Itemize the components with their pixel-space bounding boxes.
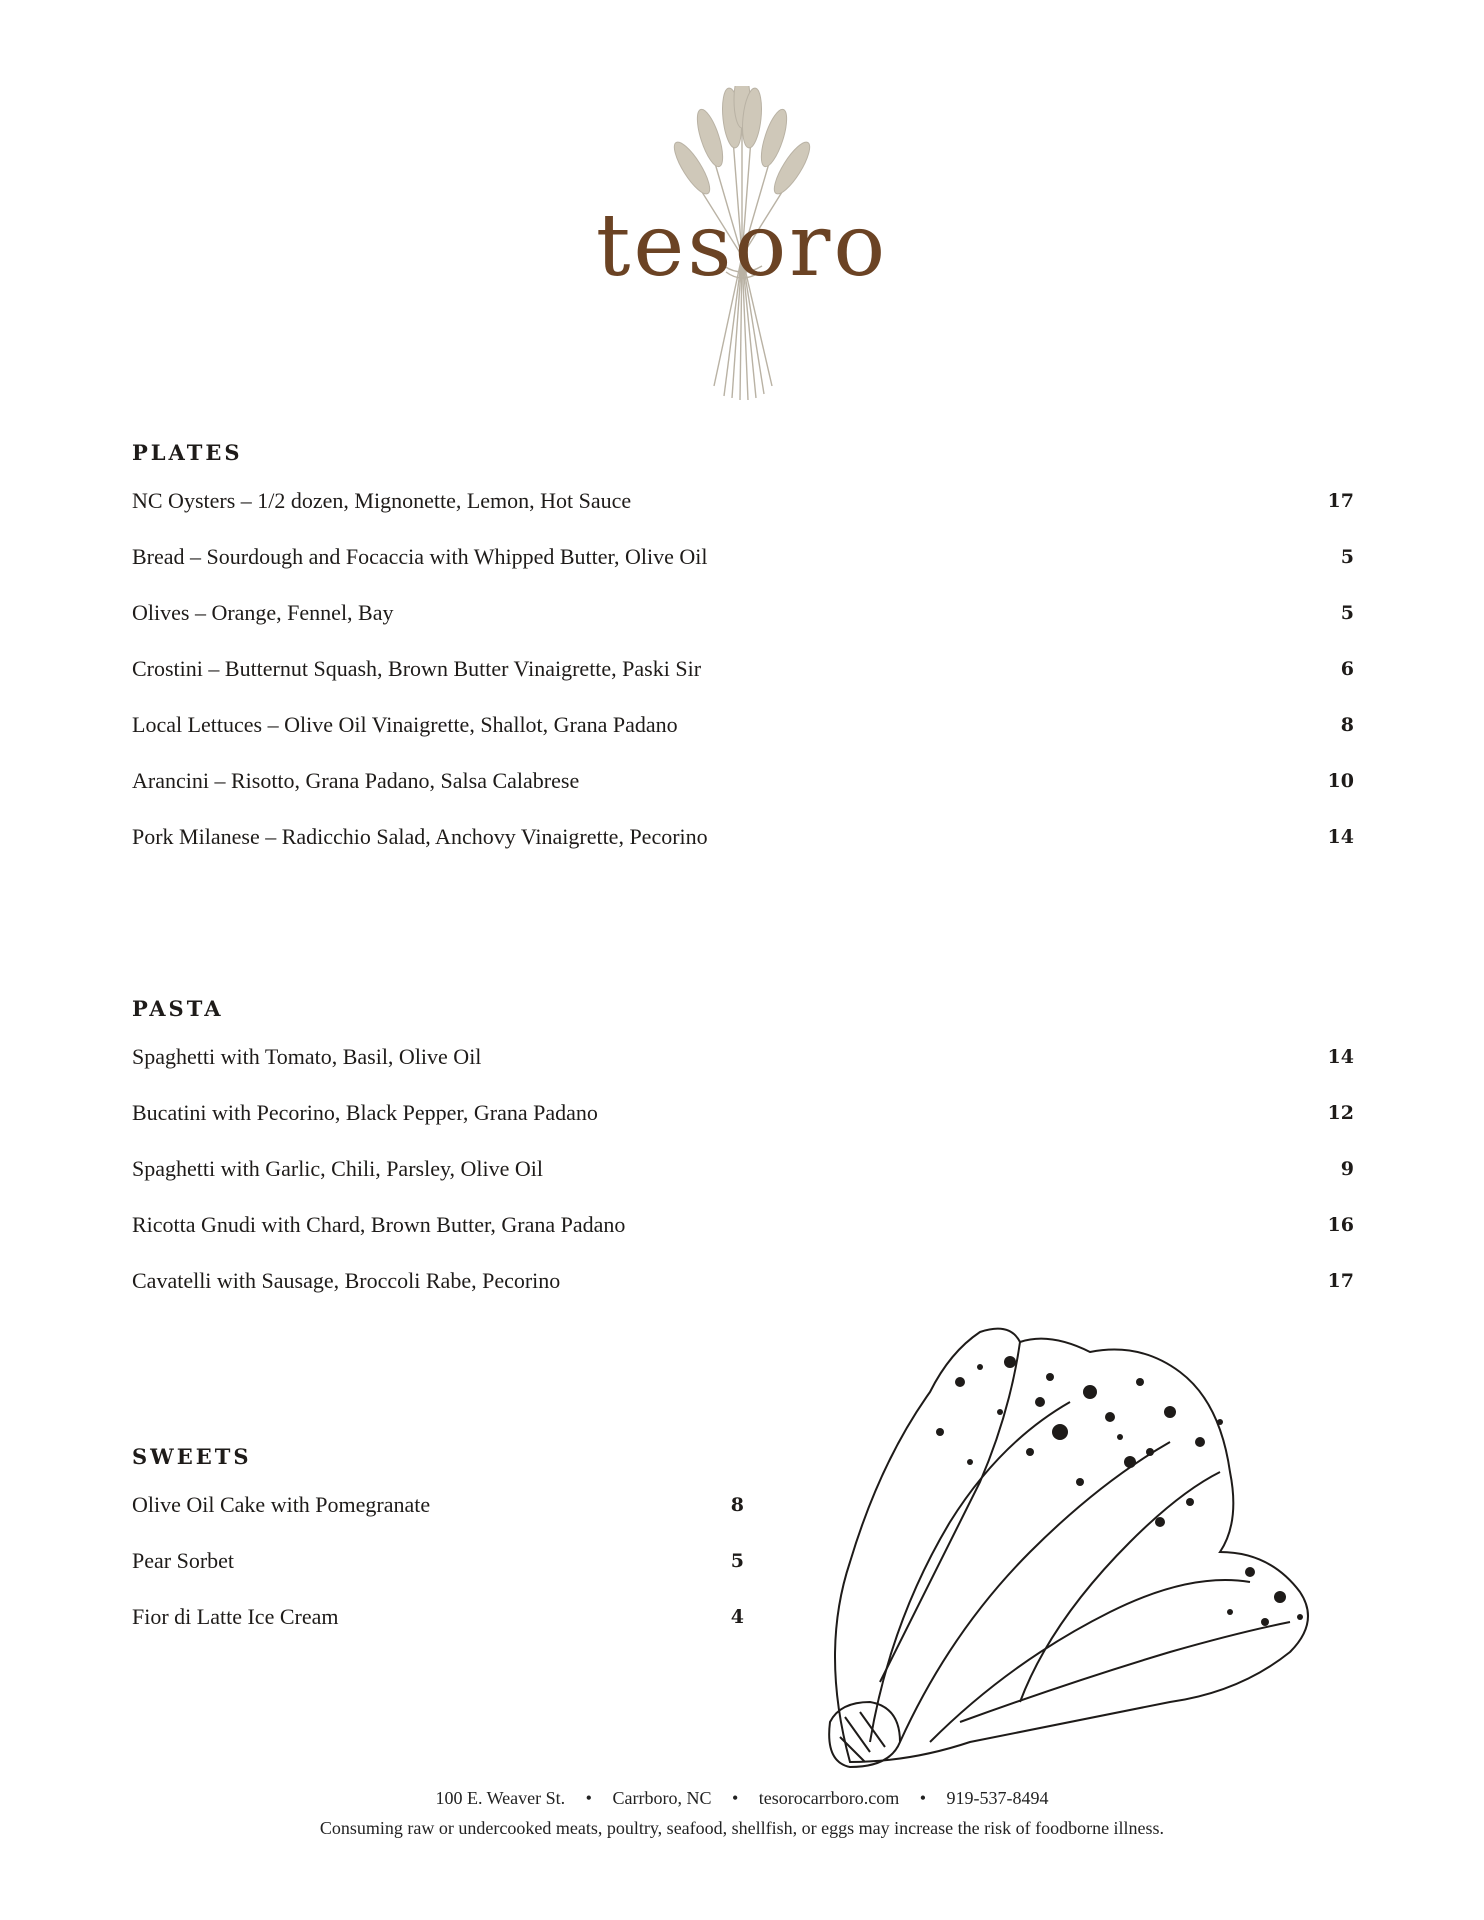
menu-item <box>132 1044 1354 1100</box>
menu-item <box>132 1268 1354 1324</box>
menu-item <box>132 1156 1354 1212</box>
footer-contact <box>0 1788 1484 1809</box>
menu-item-name: Bucatini with Pecorino, Black Pepper, Grana Padano <box>132 1100 598 1125</box>
menu-item-name: Fior di Latte Ice Cream <box>132 1604 339 1629</box>
radicchio-illustration-icon <box>810 1322 1330 1772</box>
plates-section <box>132 440 1354 880</box>
footer-separator: • <box>919 1788 927 1808</box>
menu-item <box>132 1548 744 1604</box>
footer-city: Carrboro, NC <box>612 1788 712 1808</box>
menu-item <box>132 600 1354 656</box>
section-title-sweets: SWEETS <box>132 1444 252 1469</box>
menu-item <box>132 824 1354 880</box>
menu-item-price: 10 <box>1327 770 1354 792</box>
menu-item-price: 12 <box>1327 1102 1354 1124</box>
menu-item <box>132 544 1354 600</box>
menu-item-name: NC Oysters – 1/2 dozen, Mignonette, Lemon, Hot Sauce <box>132 488 632 513</box>
menu-item-price: 17 <box>1327 490 1354 512</box>
menu-item <box>132 768 1354 824</box>
footer-website[interactable]: tesorocarrboro.com <box>758 1788 900 1808</box>
section-title-plates: PLATES <box>132 440 243 465</box>
menu-item-name: Pear Sorbet <box>132 1548 235 1573</box>
footer-phone: 919-537-8494 <box>946 1788 1049 1808</box>
menu-item-price: 5 <box>730 1550 744 1572</box>
menu-item-price: 16 <box>1327 1214 1354 1236</box>
menu-item-price: 5 <box>1340 546 1354 568</box>
menu-item-price: 8 <box>730 1494 744 1516</box>
menu-item-name: Bread – Sourdough and Focaccia with Whipped Butter, Olive Oil <box>132 544 708 569</box>
menu-item-name: Cavatelli with Sausage, Broccoli Rabe, Pecorino <box>132 1268 561 1293</box>
menu-item-name: Ricotta Gnudi with Chard, Brown Butter, Grana Padano <box>132 1212 626 1237</box>
pasta-section <box>132 996 1354 1324</box>
menu-item-name: Spaghetti with Garlic, Chili, Parsley, Olive Oil <box>132 1156 544 1181</box>
menu-item-price: 4 <box>730 1606 744 1628</box>
sweets-section <box>132 1444 744 1660</box>
radicchio-illustration <box>810 1322 1330 1772</box>
menu-item-name: Olive Oil Cake with Pomegranate <box>132 1492 431 1517</box>
footer-separator: • <box>585 1788 592 1808</box>
menu-item-name: Olives – Orange, Fennel, Bay <box>132 600 394 625</box>
menu-item-name: Pork Milanese – Radicchio Salad, Anchovy Vinaigrette, Pecorino <box>132 824 708 849</box>
footer-separator: • <box>731 1788 739 1808</box>
footer-address: 100 E. Weaver St. <box>435 1788 566 1808</box>
menu-item-name: Arancini – Risotto, Grana Padano, Salsa Calabrese <box>132 768 580 793</box>
menu-item-price: 17 <box>1327 1270 1354 1292</box>
menu-item <box>132 488 1354 544</box>
menu-item <box>132 1212 1354 1268</box>
menu-item-price: 9 <box>1340 1158 1354 1180</box>
menu-item-price: 14 <box>1327 1046 1354 1068</box>
menu-item <box>132 656 1354 712</box>
menu-item <box>132 1492 744 1548</box>
menu-item-price: 8 <box>1340 714 1354 736</box>
section-title-pasta: PASTA <box>132 996 224 1021</box>
menu-item <box>132 1604 744 1660</box>
footer-disclaimer: Consuming raw or undercooked meats, poultry, seafood, shellfish, or eggs may increase the risk of foodborne illness. <box>319 1818 1165 1838</box>
brand-name: tesoro <box>595 196 889 296</box>
menu-item-name: Spaghetti with Tomato, Basil, Olive Oil <box>132 1044 482 1069</box>
menu-item <box>132 712 1354 768</box>
menu-item-name: Local Lettuces – Olive Oil Vinaigrette, Shallot, Grana Padano <box>132 712 678 737</box>
menu-item-price: 6 <box>1340 658 1354 680</box>
menu-item-price: 5 <box>1340 602 1354 624</box>
menu-item <box>132 1100 1354 1156</box>
menu-item-price: 14 <box>1327 826 1354 848</box>
logo <box>592 86 892 406</box>
menu-item-name: Crostini – Butternut Squash, Brown Butter Vinaigrette, Paski Sir <box>132 656 702 681</box>
